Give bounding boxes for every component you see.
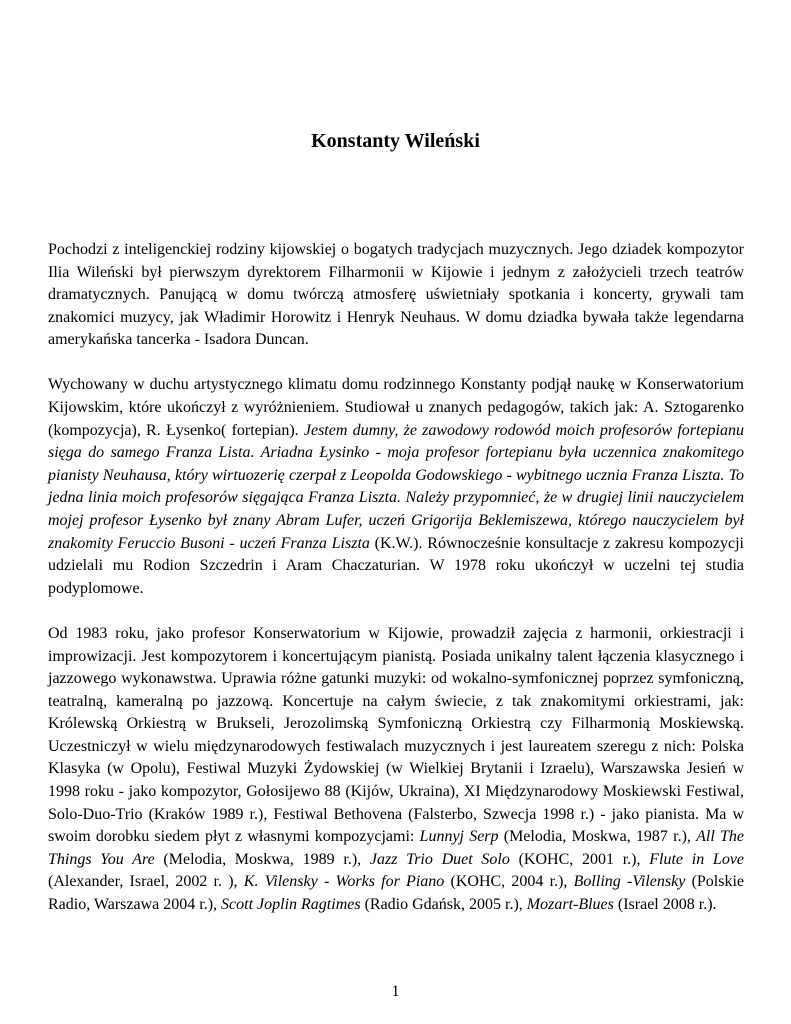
paragraph (48, 239, 744, 352)
paragraph (48, 623, 744, 917)
text-run: (Polskie Radio, Warszawa 2004 r.), (48, 873, 745, 914)
text-run: (Israel 2008 r.). (613, 896, 717, 914)
italic-text-run: All The Things You Are (48, 828, 744, 868)
italic-text-run: Scott Joplin Ragtimes (221, 896, 361, 914)
text-run: (KOHC, 2001 r.), (509, 850, 650, 868)
page-title: Konstanty Wileński (311, 130, 480, 152)
italic-text-run: Bolling -Vilensky (573, 873, 686, 891)
italic-text-run: Jestem dumny, że zawodowy rodowód moich profesorów fortepianu sięga do samego Franza Lista. Ariadna Łysinko - moja profesor fortepianu była uczennica znakomitego pianisty Neuhausa, który wirtuozerię czerpał z Leopolda Godowskiego - wybitnego ucznia Franza Liszta. To jedna linia moich profesorów sięgająca Franza Liszta. Należy przypomnieć, że w drugiej linii nauczycielem mojej profesor Łysenko był znany Abram Lufer, uczeń Grigorija Beklemiszewa, którego nauczycielem był znakomity Feruccio Busoni - uczeń Franza Liszta (48, 421, 745, 552)
document-body (48, 239, 744, 939)
page-number: 1 (391, 983, 400, 1000)
italic-text-run: Jazz Trio Duet Solo (369, 850, 510, 868)
italic-text-run: Flute in Love (649, 850, 745, 868)
text-run: (Melodia, Moskwa, 1987 r.), (498, 828, 697, 846)
text-run: (Melodia, Moskwa, 1989 r.), (154, 850, 370, 868)
text-run: (Alexander, Israel, 2002 r. ), (48, 873, 244, 891)
italic-text-run: K. Vilensky - Works for Piano (243, 873, 445, 891)
text-run: Wychowany w duchu artystycznego klimatu domu rodzinnego Konstanty podjął naukę w Konserwatorium Kijowskim, które ukończył z wyróżnieniem. Studiował u znanych pedagogów, takich jak: A. Sztogarenko (kompozycja), R. Łysenko( fortepian). (48, 376, 744, 439)
text-run: Od 1983 roku, jako profesor Konserwatorium w Kijowie, prowadził zajęcia z harmonii, orkiestracji i improwizacji. Jest kompozytorem i koncertującym pianistą. Posiada unikalny talent łączenia klasycznego i jazzowego wykonawstwa. Uprawia różne gatunki muzyki: od wokalno-symfonicznej poprzez symfoniczną, teatralną, kameralną po jazzową. Koncertuje na całym świecie, z tak znakomitymi orkiestrami, jak: Królewską Orkiestrą w Brukseli, Jerozolimską Symfoniczną Orkiestrą czy Filharmonią Moskiewską. Uczestniczył w wielu międzynarodowych festiwalach muzycznych i jest laureatem szeregu z nich: Polska Klasyka (w Opolu), Festiwal Muzyki Żydowskiej (w Wielkiej Brytanii i Izraelu), Warszawska Jesień w 1998 roku - jako kompozytor, Gołosijewo 88 (Kijów, Ukraina), XI Międzynarodowy Moskiewski Festiwal, Solo-Duo-Trio (Kraków 1989 r.), Festiwal Bethovena (Falsterbo, Szwecja 1998 r.) - jako pianista. Ma w swoim dorobku siedem płyt z własnymi kompozycjami: (48, 624, 744, 846)
text-run: (Radio Gdańsk, 2005 r.), (360, 896, 527, 914)
text-run: (K.W.). Równocześnie konsultacje z zakresu kompozycji udzielali mu Rodion Szczedrin i Aram Chaczaturian. W 1978 roku ukończył w uczelni tej studia podyplomowe. (48, 534, 744, 597)
text-run: Pochodzi z inteligenckiej rodziny kijowskiej o bogatych tradycjach muzycznych. Jego dziadek kompozytor Ilia Wileński był pierwszym dyrektorem Filharmonii w Kijowie i jednym z założycieli trzech teatrów dramatycznych. Panującą w domu twórczą atmosferę uświetniały spotkania i koncerty, grywali tam znakomici muzycy, jak Władimir Horowitz i Henryk Neuhaus. W domu dziadka bywała także legendarna amerykańska tancerka - Isadora Duncan. (48, 241, 744, 349)
text-run: (KOHC, 2004 r.), (444, 873, 574, 891)
italic-text-run: Mozart-Blues (526, 896, 614, 914)
paragraph (48, 374, 744, 600)
italic-text-run: Lunnyj Serp (419, 828, 499, 846)
